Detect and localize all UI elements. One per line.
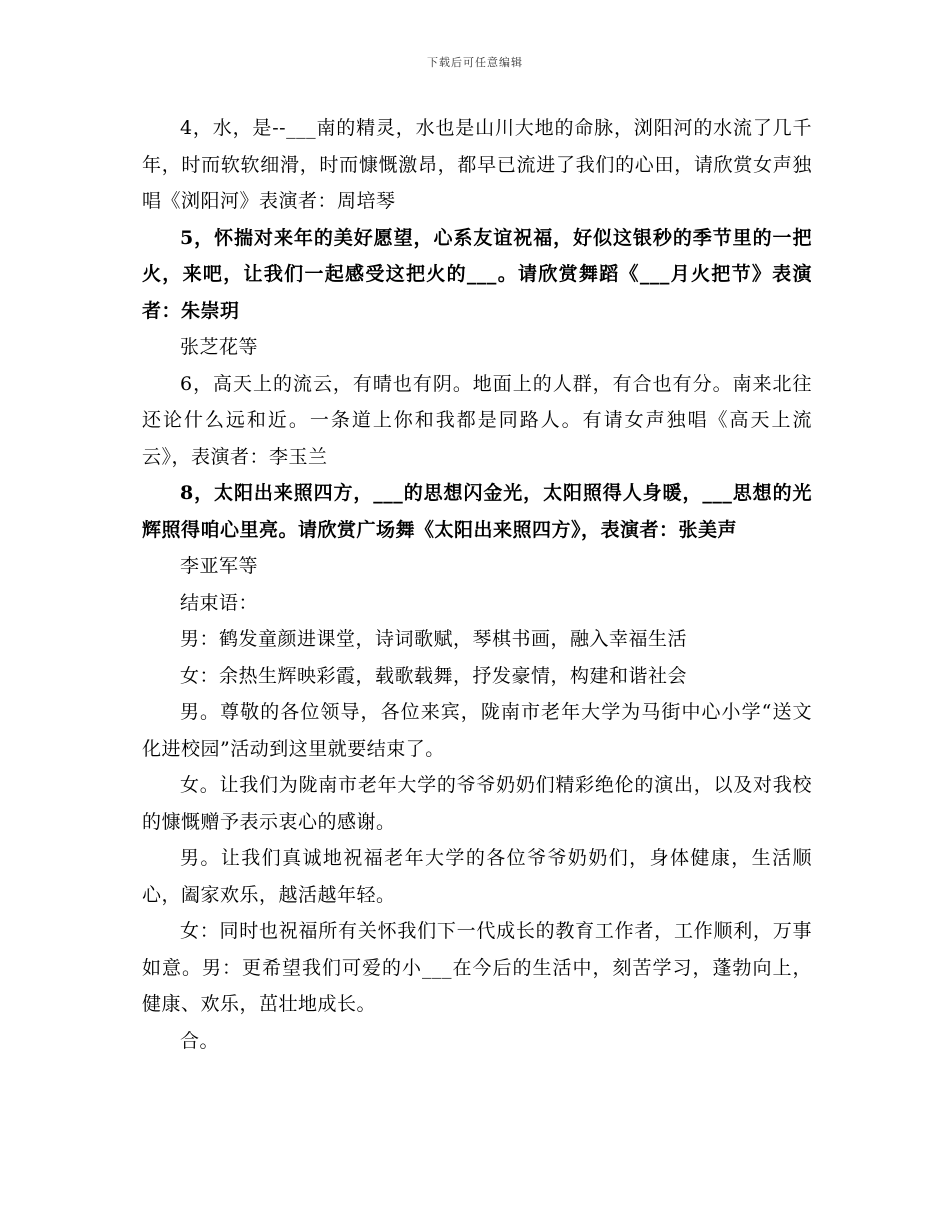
closing-male-2: 男。尊敬的各位领导，各位来宾，陇南市老年大学为马街中心小学“送文化进校园”活动到这里就要结束了。	[142, 701, 812, 760]
closing-male-1: 男：鹤发童颜进课堂，诗词歌赋，琴棋书画，融入幸福生活	[180, 628, 688, 650]
closing-male-3: 男。让我们真诚地祝福老年大学的各位爷爷奶奶们，身体健康，生活顺心，阖家欢乐，越活越年轻。	[142, 847, 812, 906]
closing-female-1: 女：余热生辉映彩霞，载歌载舞，抒发豪情，构建和谐社会	[180, 664, 688, 687]
paragraph-item-5: 5，怀揣对来年的美好愿望，心系友谊祝福，好似这银秒的季节里的一把火，来吧，让我们一起感受这把火的___。请欣赏舞蹈《___月火把节》表演者：朱崇玥	[142, 226, 812, 322]
paragraph-performers-8: 李亚军等	[180, 555, 259, 577]
page-header: 下载后可任意编辑	[427, 56, 523, 69]
closing-together: 合。	[180, 1029, 220, 1052]
closing-heading: 结束语：	[180, 591, 259, 614]
closing-female-2: 女。让我们为陇南市老年大学的爷爷奶奶们精彩绝伦的演出，以及对我校的慷慨赠予表示衷心的感谢。	[142, 774, 812, 833]
paragraph-item-8: 8，太阳出来照四方，___的思想闪金光，太阳照得人身暖，___思想的光辉照得咱心里亮。请欣赏广场舞《太阳出来照四方》，表演者：张美声	[142, 482, 812, 541]
paragraph-item-6: 6，高天上的流云，有晴也有阴。地面上的人群，有合也有分。南来北往还论什么远和近。一条道上你和我都是同路人。有请女声独唱《高天上流云》，表演者：李玉兰	[142, 372, 812, 468]
document-body	[142, 110, 812, 1059]
paragraph-performers-5: 张芝花等	[180, 336, 259, 358]
paragraph-item-4: 4，水，是--___南的精灵，水也是山川大地的命脉，浏阳河的水流了几千年，时而软软细滑，时而慷慨激昂，都早已流进了我们的心田，请欣赏女声独唱《浏阳河》表演者：周培琴	[142, 117, 812, 212]
closing-female-3: 女：同时也祝福所有关怀我们下一代成长的教育工作者，工作顺利，万事如意。男：更希望我们可爱的小___在今后的生活中，刻苦学习，蓬勃向上，健康、欢乐，茁壮地成长。	[142, 920, 812, 1015]
